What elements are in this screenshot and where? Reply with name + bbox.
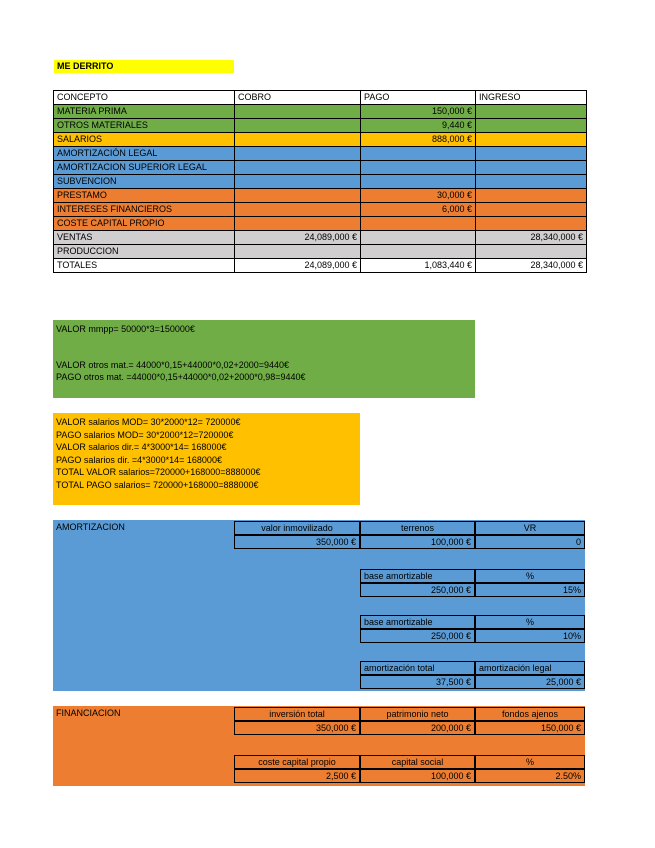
concepto-cell: INTERESES FINANCIEROS [54,203,235,217]
concepto-cell: TOTALES [54,259,235,273]
patrimonio-label: patrimonio neto [360,707,475,721]
table-row [54,189,587,203]
terrenos-label: terrenos [360,521,475,535]
pct-financiacion-value: 2.50% [475,769,585,783]
cobro-cell [235,245,361,259]
note-line: VALOR otros mat.= 44000*0,15+44000*0,02+2000=9440€ [56,359,290,370]
inversion-value: 350,000 € [234,721,360,735]
financiacion-label: FINANCIACION [56,708,121,718]
concepto-cell: VENTAS [54,231,235,245]
pago-cell [361,231,476,245]
pago-cell [361,245,476,259]
table-row [54,245,587,259]
ingreso-cell [476,133,587,147]
patrimonio-value: 200,000 € [360,721,475,735]
header-ingreso: INGRESO [476,91,587,105]
table-row [54,175,587,189]
salaries-notes [53,413,360,505]
pago-cell: 1,083,440 € [361,259,476,273]
note-line: PAGO otros mat. =44000*0,15+44000*0,02+2000*0,98=9440€ [56,372,306,382]
cobro-cell: 24,089,000 € [235,259,361,273]
concepto-cell: AMORTIZACIÓN LEGAL [54,147,235,161]
note-line: PAGO salarios dir. =4*3000*14= 168000€ [56,454,222,465]
ingreso-cell [476,119,587,133]
note-line: VALOR mmpp= 50000*3=150000€ [56,324,195,334]
pago-cell [361,147,476,161]
cobro-cell [235,133,361,147]
ajenos-value: 150,000 € [475,721,585,735]
pago-cell: 888,000 € [361,133,476,147]
ingreso-cell [476,105,587,119]
legal-amortizacion-value: 25,000 € [475,675,585,689]
note-line: VALOR salarios MOD= 30*2000*12= 720000€ [56,417,241,427]
concept-table [53,90,587,273]
vr-label: VR [475,521,585,535]
concepto-cell: PRODUCCION [54,245,235,259]
pct1-value: 15% [475,583,585,597]
concepto-cell: AMORTIZACION SUPERIOR LEGAL [54,161,235,175]
header-pago: PAGO [361,91,476,105]
cobro-cell [235,175,361,189]
capital-social-label: capital social [360,755,475,769]
ingreso-cell [476,175,587,189]
pago-cell: 9,440 € [361,119,476,133]
ingreso-cell [476,161,587,175]
ajenos-label: fondos ajenos [475,707,585,721]
header-cobro: COBRO [235,91,361,105]
valor-inmovilizado-label: valor inmovilizado [234,521,360,535]
cobro-cell: 24,089,000 € [235,231,361,245]
pct1-label: % [475,569,585,583]
sheet-title: ME DERRITO [54,60,234,73]
base1-label: base amortizable [360,569,475,583]
cobro-cell [235,147,361,161]
table-row [54,133,587,147]
ingreso-cell: 28,340,000 € [476,231,587,245]
concepto-cell: PRESTAMO [54,189,235,203]
table-header-row [54,91,587,105]
total-amortizacion-value: 37,500 € [360,675,475,689]
cobro-cell [235,105,361,119]
pago-cell: 150,000 € [361,105,476,119]
table-row [54,147,587,161]
ingreso-cell [476,147,587,161]
coste-capital-label: coste capital propio [234,755,360,769]
total-amortizacion-label: amortización total [360,661,475,675]
ingreso-cell [476,217,587,231]
table-row [54,119,587,133]
pct2-value: 10% [475,629,585,643]
amortizacion-label: AMORTIZACION [56,522,125,532]
table-row [54,203,587,217]
cobro-cell [235,119,361,133]
terrenos-value: 100,000 € [360,535,475,549]
inversion-label: inversión total [234,707,360,721]
cobro-cell [235,161,361,175]
table-row [54,259,587,273]
ingreso-cell [476,245,587,259]
pago-cell [361,161,476,175]
table-row [54,105,587,119]
valor-inmovilizado-value: 350,000 € [234,535,360,549]
capital-social-value: 100,000 € [360,769,475,783]
table-row [54,217,587,231]
note-line: VALOR salarios dir.= 4*3000*14= 168000€ [56,442,227,452]
table-row [54,161,587,175]
cobro-cell [235,217,361,231]
header-concepto: CONCEPTO [54,91,235,105]
concepto-cell: SALARIOS [54,133,235,147]
note-line: TOTAL PAGO salarios= 720000+168000=888000€ [56,479,259,490]
concepto-cell: COSTE CAPITAL PROPIO [54,217,235,231]
pago-cell: 6,000 € [361,203,476,217]
concepto-cell: SUBVENCION [54,175,235,189]
pago-cell [361,175,476,189]
base2-value: 250,000 € [360,629,475,643]
vr-value: 0 [475,535,585,549]
note-line: PAGO salarios MOD= 30*2000*12=720000€ [56,429,234,440]
ingreso-cell: 28,340,000 € [476,259,587,273]
pago-cell: 30,000 € [361,189,476,203]
legal-amortizacion-label: amortización legal [475,661,585,675]
pct-financiacion-label: % [475,755,585,769]
concepto-cell: MATERIA PRIMA [54,105,235,119]
cobro-cell [235,189,361,203]
concepto-cell: OTROS MATERIALES [54,119,235,133]
pct2-label: % [475,615,585,629]
note-line: TOTAL VALOR salarios=720000+168000=888000€ [56,467,261,477]
base2-label: base amortizable [360,615,475,629]
materials-notes [53,320,475,398]
cobro-cell [235,203,361,217]
pago-cell [361,217,476,231]
table-row [54,231,587,245]
ingreso-cell [476,189,587,203]
ingreso-cell [476,203,587,217]
coste-capital-value: 2,500 € [234,769,360,783]
base1-value: 250,000 € [360,583,475,597]
